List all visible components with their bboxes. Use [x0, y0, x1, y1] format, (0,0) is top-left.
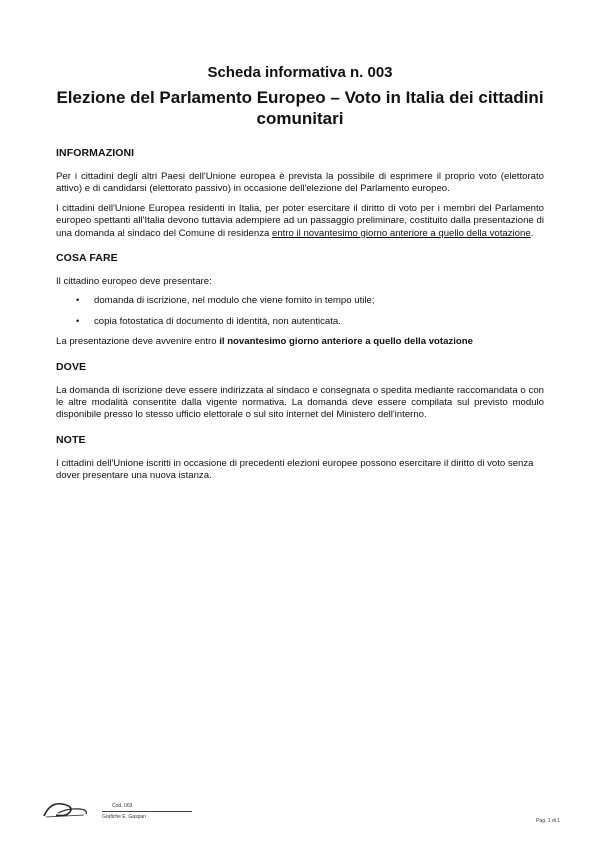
- footer-code: Cod. 003: [112, 803, 133, 809]
- informazioni-paragraph-2: [56, 203, 544, 240]
- informazioni-p2-start: I cittadini dell'Unione Europea residenti in Italia, per poter esercitare il diritto di voto per i membri del Parlamento europeo spettanti all'Italia devono tuttavia adempiere ad un passaggio preliminare, costituito dalla presentazione di una domanda al sindaco del Comune di residenza: [56, 202, 544, 239]
- cosa-fare-intro: Il cittadino europeo deve presentare:: [56, 276, 212, 288]
- document-page: [56, 58, 544, 495]
- section-heading-cosa-fare: COSA FARE: [56, 252, 118, 265]
- section-informazioni: [56, 147, 544, 240]
- cosa-fare-list: [56, 295, 544, 328]
- footer-divider: [102, 811, 192, 812]
- section-note: [56, 434, 544, 483]
- section-heading-note: NOTE: [56, 433, 86, 446]
- cosa-fare-closing-start: La presentazione deve avvenire entro: [56, 336, 220, 348]
- list-item-text: copia fotostatica di documento di identità, non autenticata.: [94, 315, 341, 327]
- informazioni-paragraph-1: Per i cittadini degli altri Paesi dell'Unione europea è prevista la possibile di esprimere il proprio voto (elettorato attivo) e di candidarsi (elettorato passivo) in occasione dell'elezione del Parlamento europeo.: [56, 171, 544, 195]
- informazioni-p2-deadline: entro il novantesimo giorno anteriore a quello della votazione: [272, 227, 531, 239]
- list-item-text: domanda di iscrizione, nel modulo che viene fornito in tempo utile;: [94, 295, 375, 307]
- page-footer: [40, 800, 560, 830]
- section-cosa-fare: [56, 252, 544, 349]
- list-item: [56, 316, 544, 328]
- section-heading-dove: DOVE: [56, 360, 87, 373]
- section-dove: [56, 361, 544, 422]
- dove-paragraph-1: La domanda di iscrizione deve essere indirizzata al sindaco e consegnata o spedita mediante raccomandata o con le altre modalità consentite dalla vigente normativa. La domanda deve essere compilata sul previsto modulo disponibile presso lo stesso ufficio elettorale o sul sito internet del Ministero dell'interno.: [56, 384, 544, 421]
- document-title: Elezione del Parlamento Europeo – Voto in Italia dei cittadini comunitari: [56, 88, 544, 128]
- footer-text: [102, 802, 192, 821]
- informazioni-p2-end: .: [530, 227, 534, 239]
- bullet-icon: •: [76, 295, 80, 307]
- list-item: [56, 295, 544, 307]
- cosa-fare-closing-deadline: il novantesimo giorno anteriore a quello della votazione: [219, 336, 473, 348]
- publisher-logo-icon: [40, 800, 92, 820]
- footer-publisher: Grafiche E. Gaspari: [102, 814, 146, 820]
- bullet-icon: •: [76, 315, 80, 327]
- cosa-fare-closing: [56, 336, 544, 348]
- document-subtitle: Scheda informativa n. 003: [207, 64, 393, 81]
- note-paragraph-1: I cittadini dell'Unione iscritti in occasione di precedenti elezioni europee possono esercitare il diritto di voto senza dover presentare una nuova istanza.: [56, 457, 534, 482]
- section-heading-informazioni: INFORMAZIONI: [56, 147, 135, 159]
- page-number: Pag. 1 di 1: [536, 818, 560, 824]
